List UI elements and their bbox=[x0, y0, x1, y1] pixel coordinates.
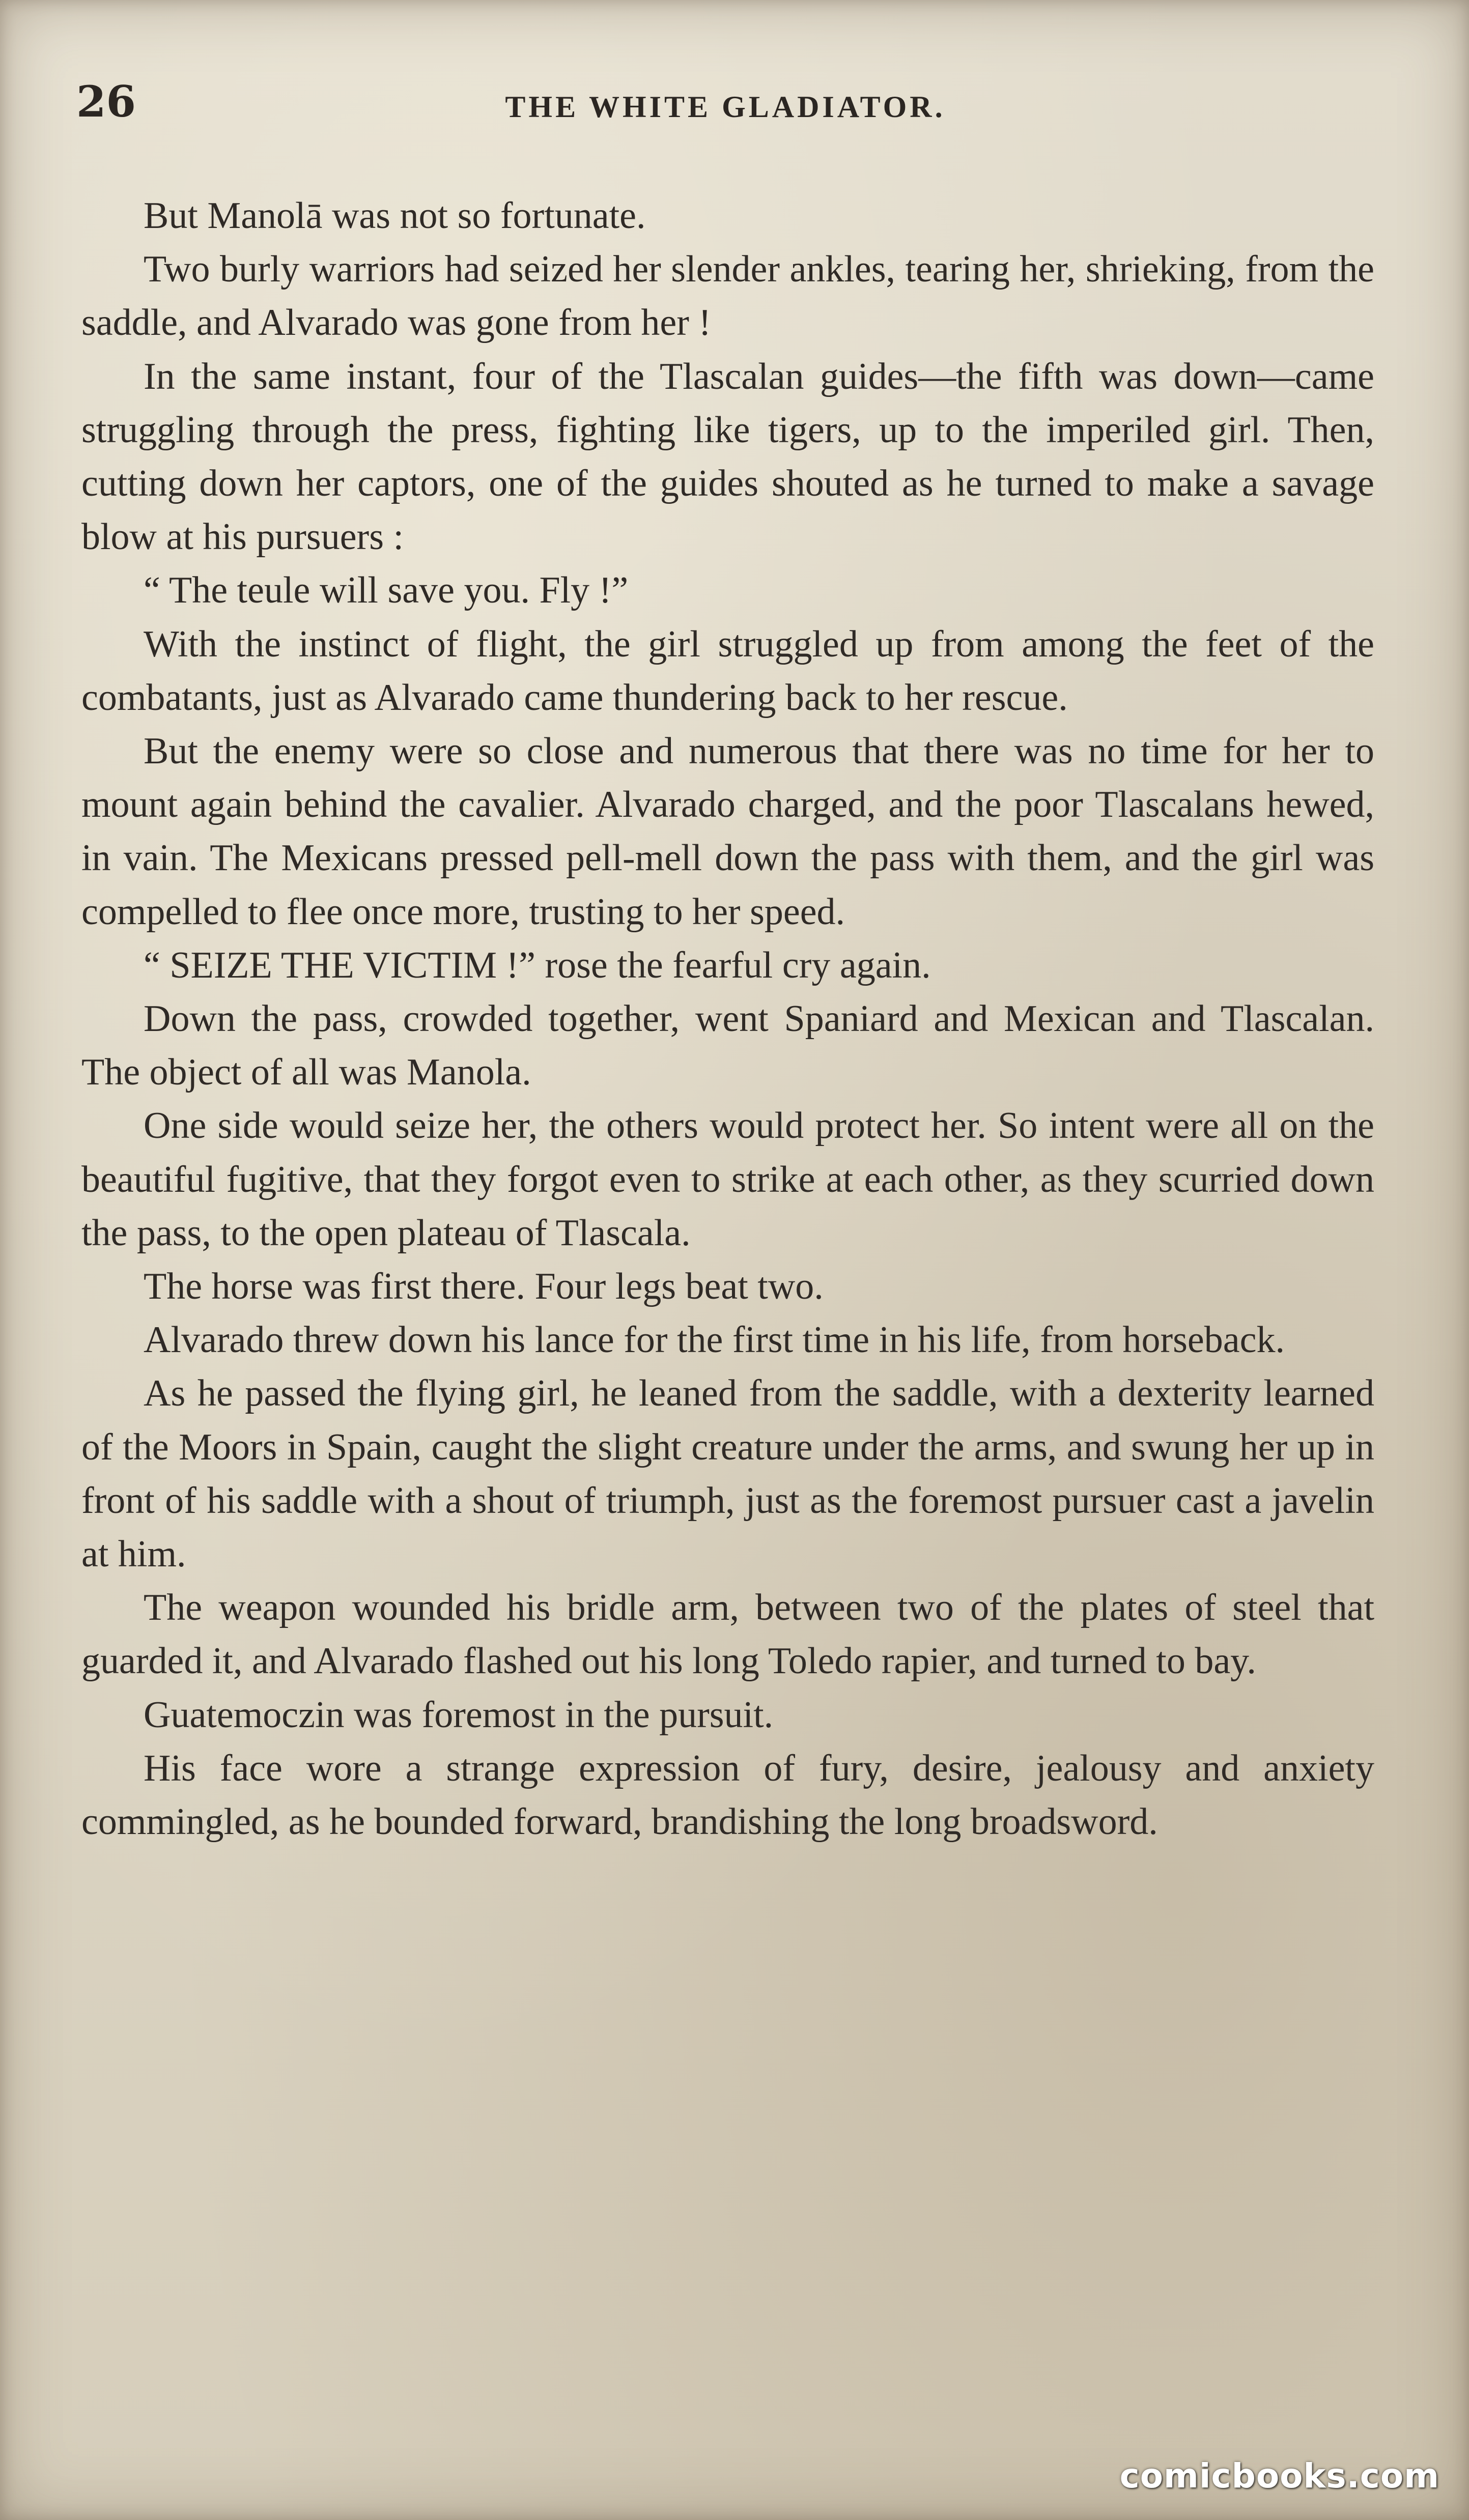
paragraph: With the instinct of flight, the girl struggled up from among the feet of the combatants, just as Alvarado came thundering back to her rescue. bbox=[81, 623, 1374, 719]
paragraph: Down the pass, crowded together, went Spaniard and Mexican and Tlascalan. The object of all was Manola. bbox=[81, 998, 1374, 1094]
running-head: THE WHITE GLADIATOR. bbox=[505, 90, 946, 124]
paragraph: The horse was first there. Four legs beat two. bbox=[144, 1266, 824, 1308]
paragraph: “ The teule will save you. Fly !” bbox=[144, 569, 629, 612]
paragraph: His face wore a strange expression of fury, desire, jealousy and anxiety commingled, as he bounded forward, brandishing the long broadsword. bbox=[81, 1747, 1374, 1843]
paragraph: Two burly warriors had seized her slender ankles, tearing her, shrieking, from the saddle, and Alvarado was gone from her ! bbox=[81, 248, 1374, 344]
paragraph: But Manolā was not so fortunate. bbox=[144, 195, 646, 237]
paragraph: The weapon wounded his bridle arm, between two of the plates of steel that guarded it, and Alvarado flashed out his long Toledo rapier, and turned to bay. bbox=[81, 1587, 1374, 1682]
page-header bbox=[76, 76, 1374, 132]
paragraph: But the enemy were so close and numerous that there was no time for her to mount again behind the cavalier. Alvarado charged, and the poor Tlascalans hewed, in vain. The Mexicans pressed pell-mell down the pass with them, and the girl was compelled to flee once more, trusting to her speed. bbox=[81, 730, 1374, 933]
paragraph: In the same instant, four of the Tlascalan guides—the fifth was down—came struggling through the press, fighting like tigers, up to the imperiled girl. Then, cutting down her captors, one of the guides shouted as he turned to make a savage blow at his pursuers : bbox=[81, 355, 1374, 558]
body-text bbox=[81, 189, 1374, 1849]
watermark: comicbooks.com bbox=[1119, 2456, 1439, 2496]
paragraph: Alvarado threw down his lance for the first time in his life, from horseback. bbox=[144, 1319, 1285, 1361]
paragraph: As he passed the flying girl, he leaned from the saddle, with a dexterity learned of the Moors in Spain, caught the slight creature under the arms, and swung her up in front of his saddle with a shout of triumph, just as the foremost pursuer cast a javelin at him. bbox=[81, 1372, 1374, 1576]
paragraph: “ SEIZE THE VICTIM !” rose the fearful cry again. bbox=[144, 944, 931, 986]
paragraph: Guatemoczin was foremost in the pursuit. bbox=[144, 1694, 774, 1736]
paragraph: One side would seize her, the others would protect her. So intent were all on the beautiful fugitive, that they forgot even to strike at each other, as they scurried down the pass, to the open plateau of Tlascala. bbox=[81, 1105, 1374, 1254]
page-number: 26 bbox=[76, 76, 136, 127]
